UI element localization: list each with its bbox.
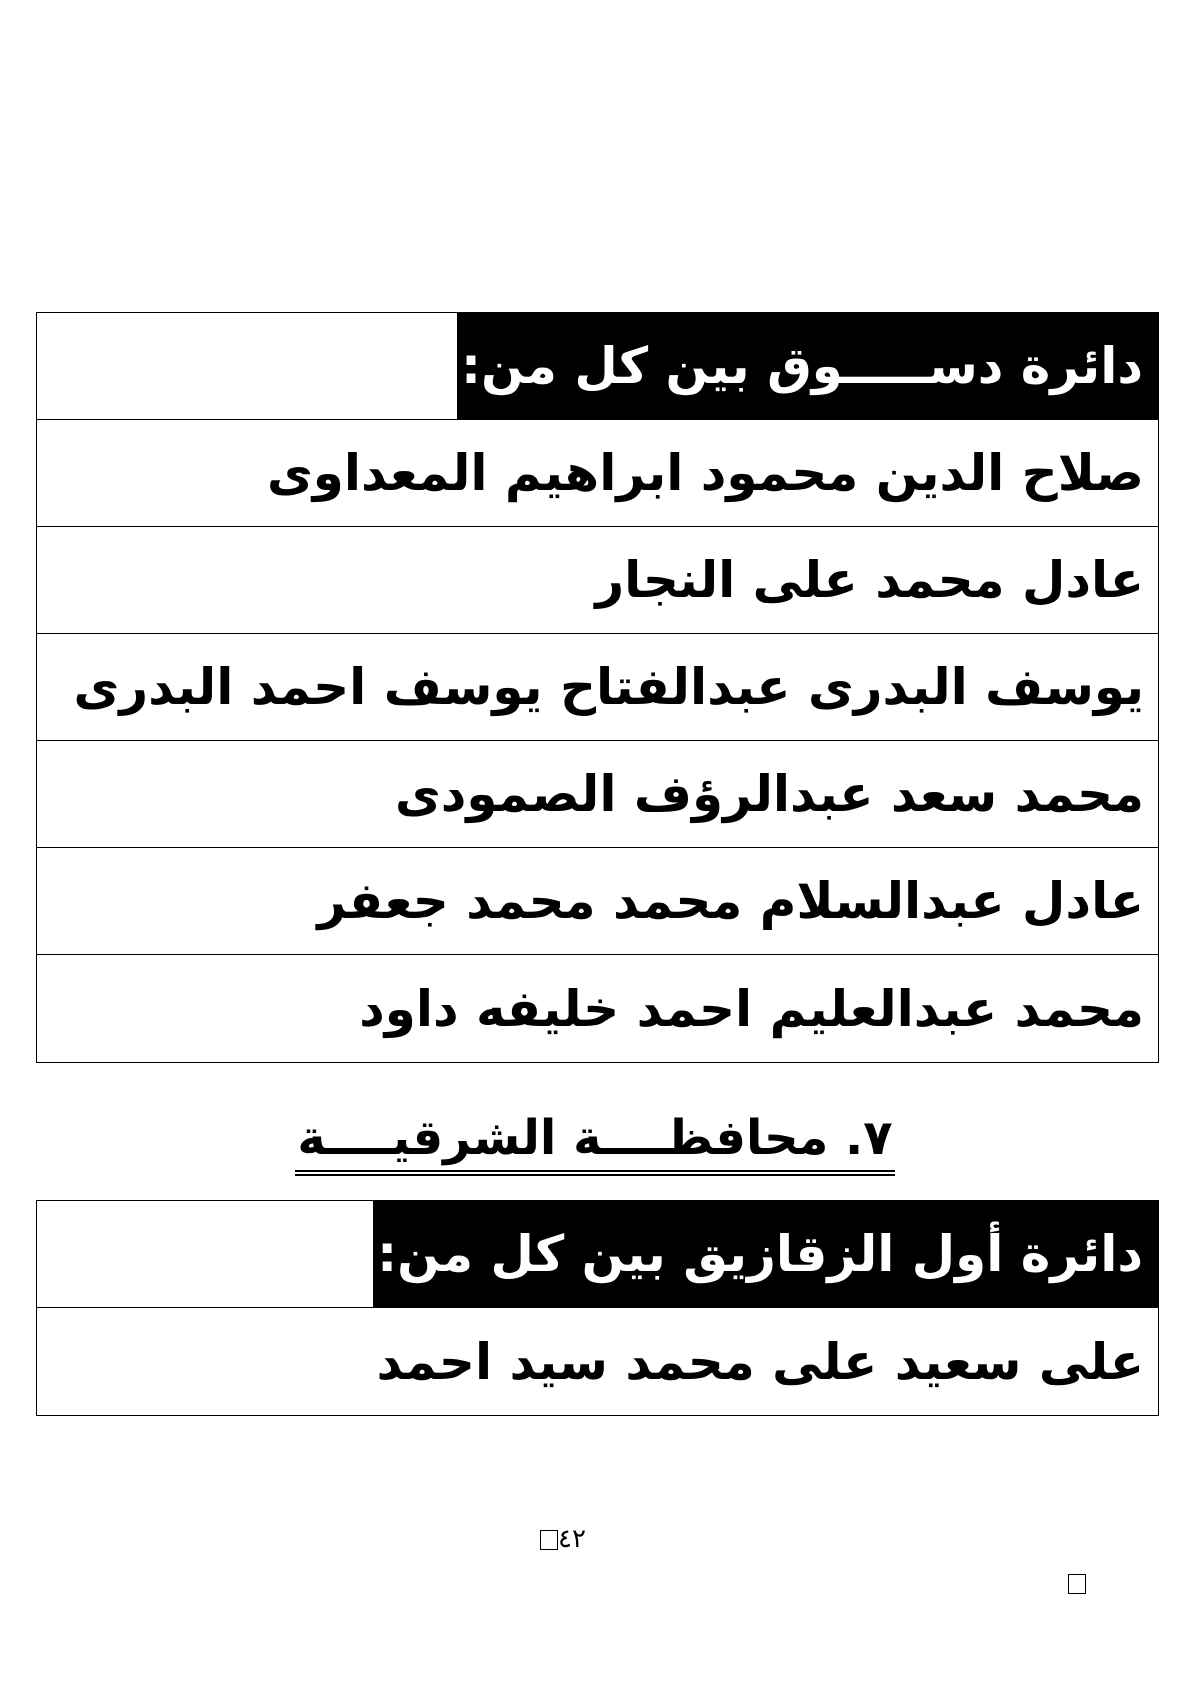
table-header-row <box>37 1201 1158 1308</box>
table-row: عادل عبدالسلام محمد محمد جعفر <box>37 848 1158 955</box>
section-heading <box>0 1110 1190 1176</box>
district-header: دائرة دســـــوق بين كل من: <box>457 313 1158 419</box>
table-row: صلاح الدين محمود ابراهيم المعداوى <box>37 420 1158 527</box>
table-header-row <box>37 313 1158 420</box>
table-row: محمد سعد عبدالرؤف الصمودى <box>37 741 1158 848</box>
table-row: يوسف البدرى عبدالفتاح يوسف احمد البدرى <box>37 634 1158 741</box>
page-number <box>540 1524 586 1554</box>
candidates-table-zagazig <box>36 1200 1159 1416</box>
page-number-text: ٤٢ <box>558 1524 586 1554</box>
corner-box-icon <box>1068 1574 1086 1594</box>
district-header: دائرة أول الزقازيق بين كل من: <box>373 1201 1158 1307</box>
table-row: على سعيد على محمد سيد احمد <box>376 1332 1144 1391</box>
table-row: محمد عبدالعليم احمد خليفه داود <box>359 979 1144 1038</box>
table-row: عادل محمد على النجار <box>37 527 1158 634</box>
checkbox-glyph-icon <box>540 1530 558 1550</box>
candidates-table-dessouk <box>36 312 1159 1063</box>
section-heading-text: ٧. محافظــــة الشرقيــــة <box>295 1110 894 1176</box>
